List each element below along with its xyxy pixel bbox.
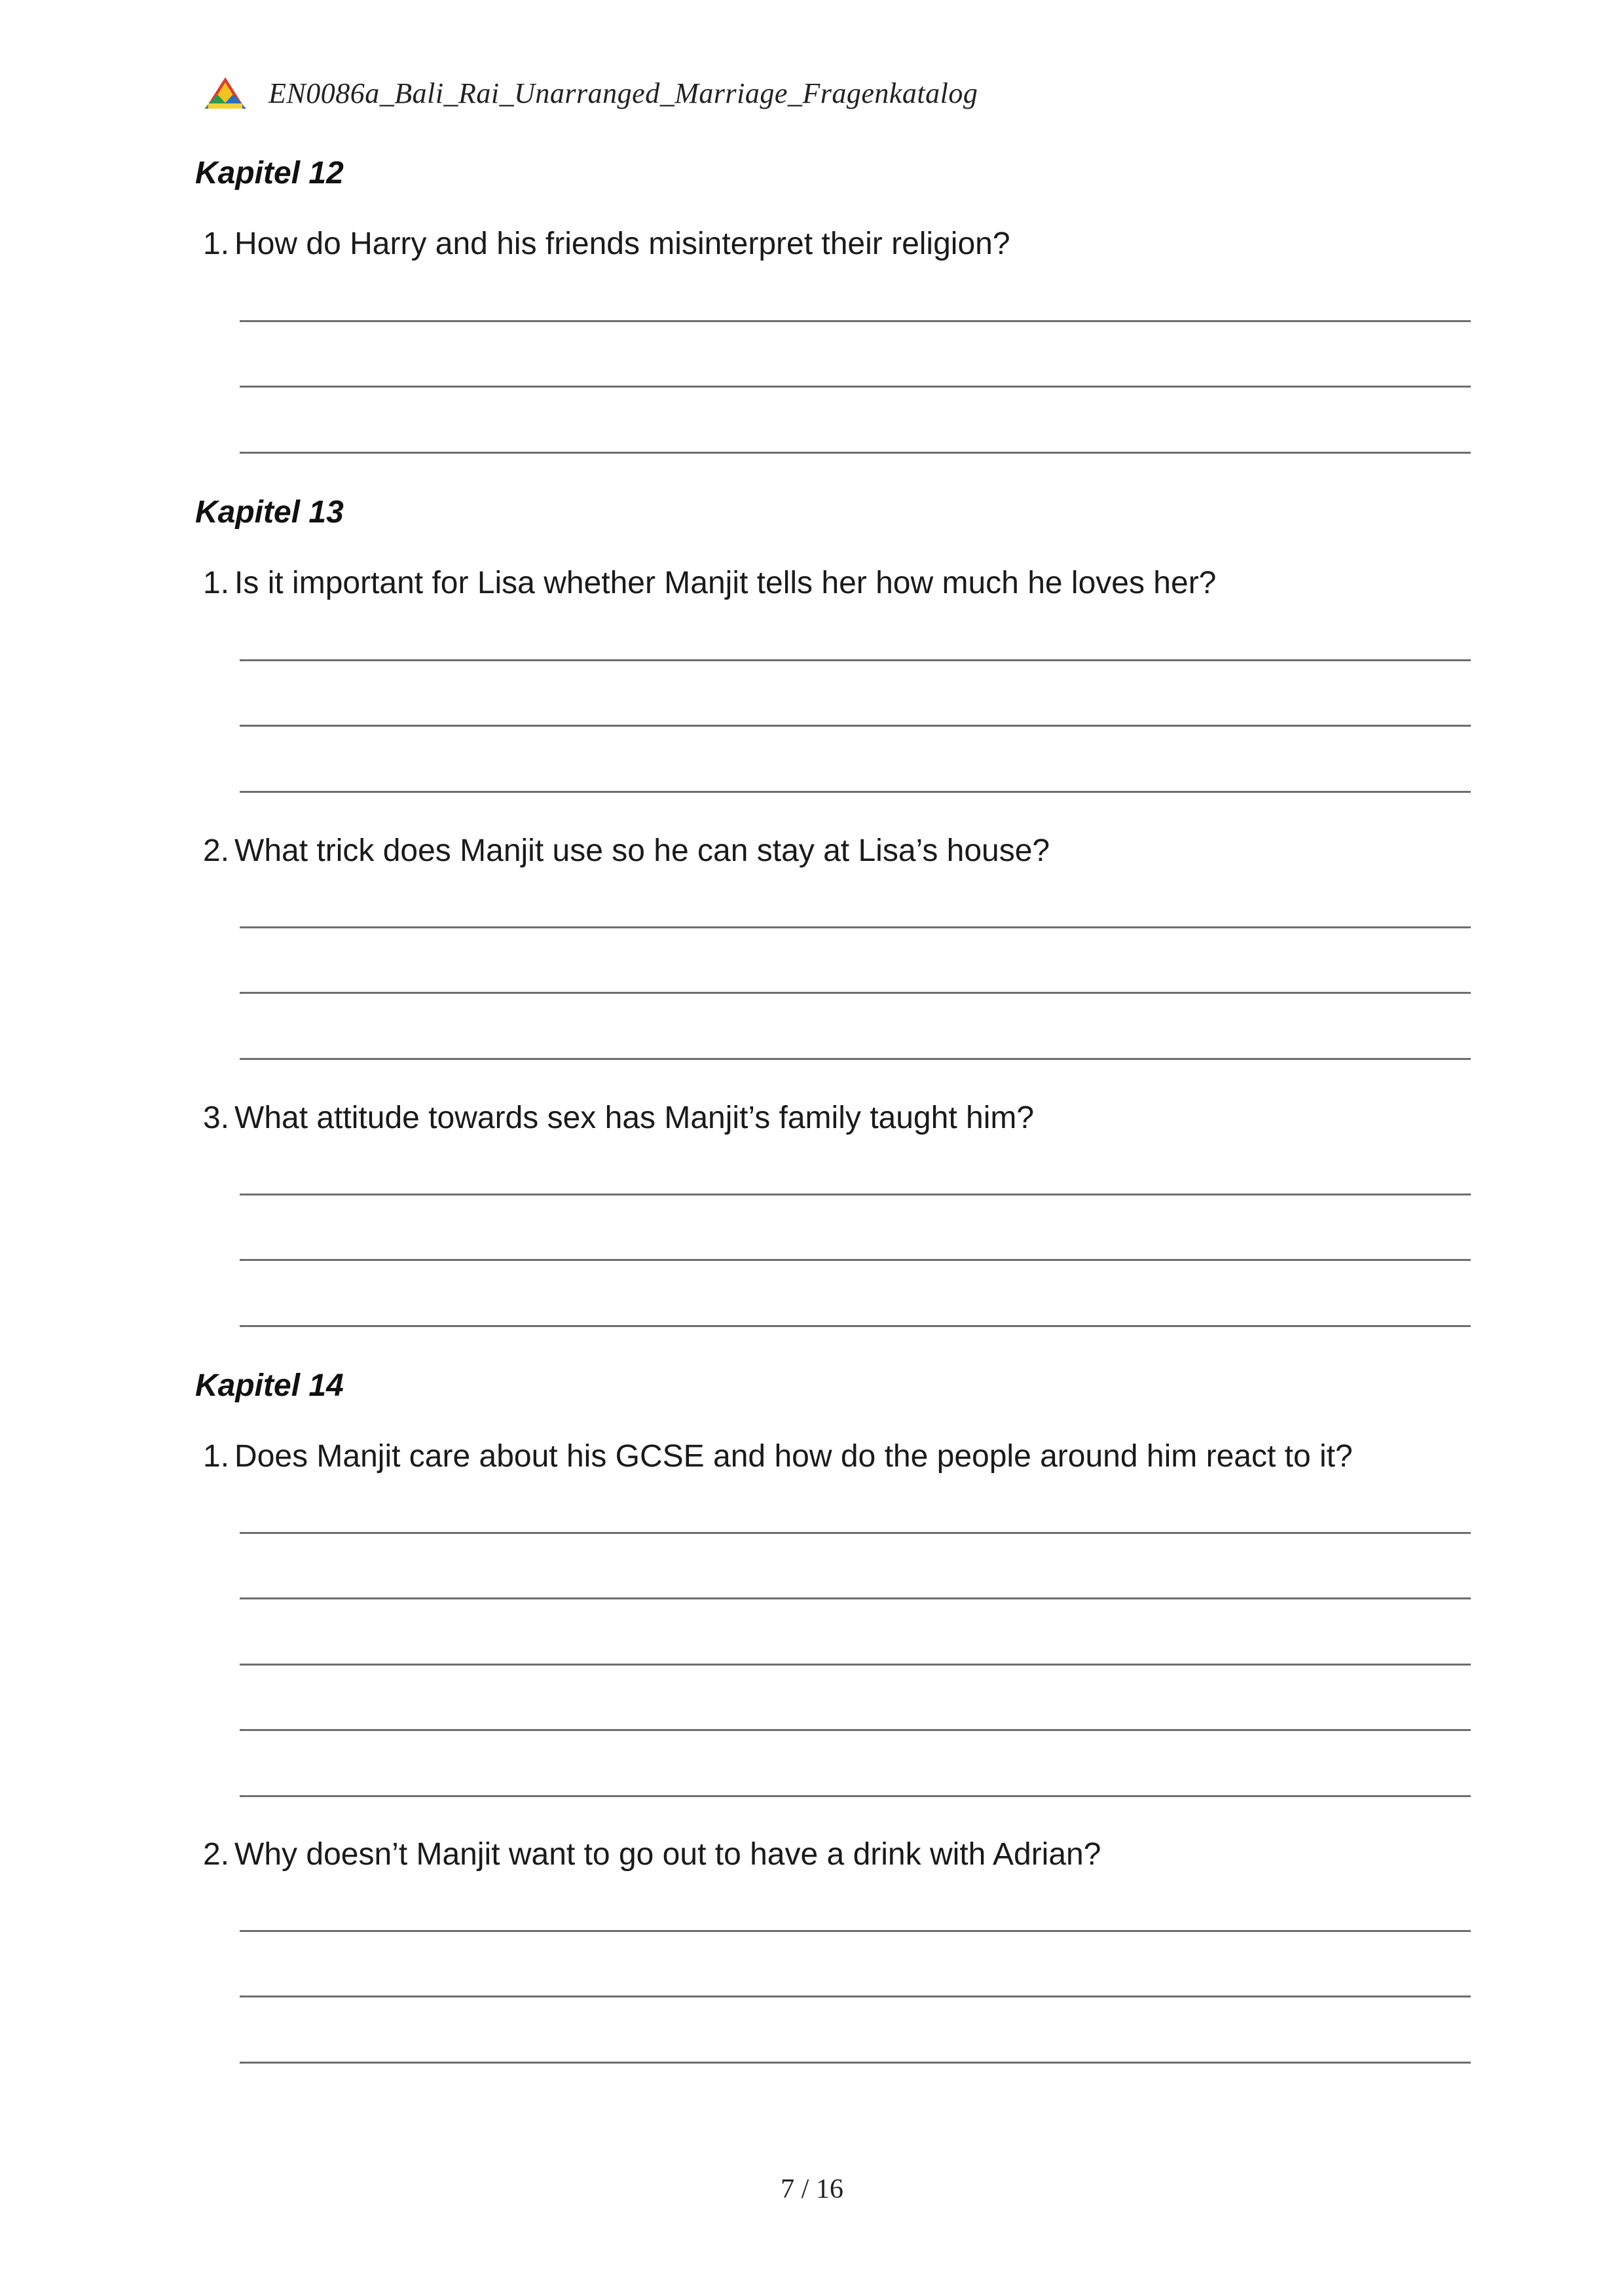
question-text: How do Harry and his friends misinterpret their religion? <box>234 227 1010 261</box>
answer-line[interactable] <box>240 926 1471 928</box>
question <box>203 831 1480 871</box>
question <box>203 1099 1480 1138</box>
answer-line[interactable] <box>240 1597 1471 1599</box>
answer-line[interactable] <box>240 791 1471 793</box>
answer-line[interactable] <box>240 1194 1471 1195</box>
answer-line[interactable] <box>240 1058 1471 1060</box>
answer-line[interactable] <box>240 1729 1471 1731</box>
question <box>203 225 1480 264</box>
question-text: What attitude towards sex has Manjit’s family taught him? <box>234 1101 1035 1135</box>
question-text: Is it important for Lisa whether Manjit tells her how much he loves her? <box>234 566 1217 600</box>
answer-line[interactable] <box>240 386 1471 388</box>
question <box>203 1835 1480 1874</box>
chapter-heading <box>195 154 1479 193</box>
answer-line[interactable] <box>240 725 1471 727</box>
question-number: 1. <box>203 227 230 261</box>
question-number: 3. <box>203 1101 230 1135</box>
document-title: EN0086a_Bali_Rai_Unarranged_Marriage_Fragenkatalog <box>268 77 978 109</box>
answer-line[interactable] <box>240 320 1471 322</box>
question-text: Does Manjit care about his GCSE and how do the people around him react to it? <box>234 1439 1353 1474</box>
answer-line[interactable] <box>240 1930 1471 1932</box>
answer-line[interactable] <box>240 1532 1471 1534</box>
answer-line[interactable] <box>240 1664 1471 1666</box>
publisher-logo-icon <box>204 75 246 111</box>
question-number: 1. <box>203 566 230 600</box>
question-text: Why doesn’t Manjit want to go out to have a drink with Adrian? <box>234 1837 1101 1872</box>
chapter-title: Kapitel 13 <box>195 495 344 530</box>
chapter-heading <box>195 493 1479 532</box>
chapter-heading <box>195 1366 1479 1406</box>
answer-line[interactable] <box>240 1325 1471 1327</box>
question <box>203 1437 1480 1476</box>
chapter-title: Kapitel 14 <box>195 1368 344 1403</box>
answer-line[interactable] <box>240 452 1471 454</box>
page-number: 7 / 16 <box>781 2174 843 2204</box>
answer-line[interactable] <box>240 1259 1471 1261</box>
question-number: 2. <box>203 833 230 868</box>
answer-line[interactable] <box>240 1995 1471 1997</box>
document-header <box>204 72 978 114</box>
question <box>203 564 1480 603</box>
answer-line[interactable] <box>240 1795 1471 1797</box>
answer-line[interactable] <box>240 2062 1471 2064</box>
chapter-title: Kapitel 12 <box>195 156 344 191</box>
answer-line[interactable] <box>240 992 1471 994</box>
question-number: 2. <box>203 1837 230 1872</box>
question-number: 1. <box>203 1439 230 1474</box>
question-text: What trick does Manjit use so he can stay at Lisa’s house? <box>234 833 1050 868</box>
answer-line[interactable] <box>240 659 1471 661</box>
